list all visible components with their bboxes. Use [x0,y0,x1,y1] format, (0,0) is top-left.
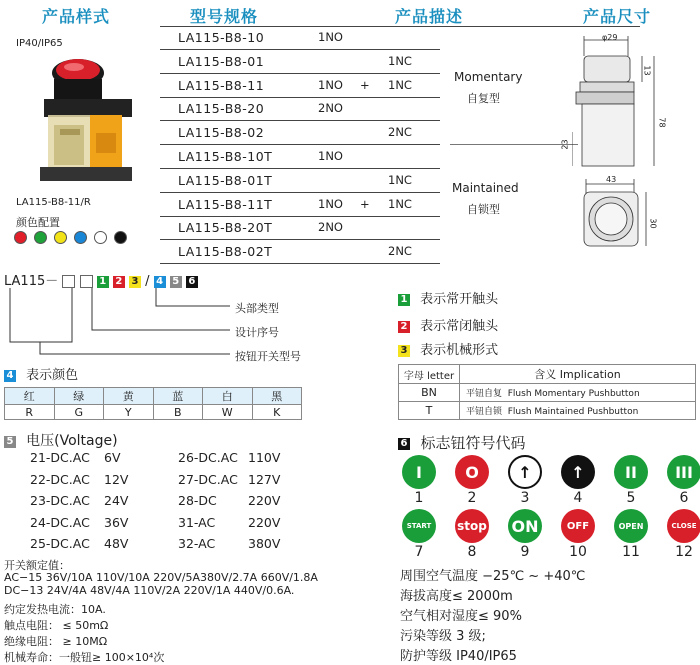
rating-line: 触点电阻： ≤ 50mΩ [4,619,109,632]
dim-30: 30 [648,218,658,229]
voltage-cell: 32-AC [178,536,216,551]
symbol-button-7: START [402,509,436,543]
env-line: 防护等级 IP40/IP65 [400,649,517,664]
voltage-cell: 380V [248,536,281,551]
color-name: 黄 [104,388,154,405]
symbol-button-5: II [614,455,648,489]
color-code: B [153,405,203,420]
code-prefix: LA115－ [4,274,59,289]
color-code: Y [104,405,154,420]
env-line: 污染等级 3 级; [400,629,486,644]
rating-line: DC−13 24V/4A 48V/4A 110V/2A 220V/1A 440V/0.6A. [4,584,295,597]
voltage-cell: 26-DC.AC [178,450,238,465]
row-divider [160,97,440,98]
color-name: 绿 [54,388,104,405]
impl-header-meaning: 含义 Implication [460,365,696,384]
model-name: LA115-B8-20T [178,220,273,236]
row-divider [160,49,440,50]
dim-78: 78 [657,117,667,128]
color-code: W [203,405,253,420]
symbol-button-12: CLOSE [667,509,700,543]
color-name: 红 [5,388,55,405]
symbol-button-4: ↑ [561,455,595,489]
color-code: G [54,405,104,420]
symbol-button-2: O [455,455,489,489]
contact-no: 1NO [318,196,343,211]
header-desc: 产品描述 [395,7,464,26]
header-size: 产品尺寸 [583,7,652,26]
product-image [30,55,140,195]
rating-line: 约定发热电流：10A. [4,603,106,616]
color-table [4,387,302,420]
voltage-cell: 25-DC.AC [30,536,90,551]
color-code: R [5,405,55,420]
impl-key-t: T [399,402,460,420]
symbol-number: 10 [569,544,587,560]
color-name: 白 [203,388,253,405]
voltage-cell: 27-DC.AC [178,471,238,487]
row-divider [160,144,440,145]
contact-nc: 2NC [388,125,412,140]
symbol-button-8: stop [455,509,489,543]
code-label-head: 头部类型 [235,302,279,315]
env-line: 海拔高度≤ 2000m [400,589,513,604]
symbol-number: 5 [626,490,636,506]
env-line: 周围空气温度 −25℃ ~ +40℃ [400,569,586,584]
contact-no: 1NO [318,30,343,44]
color-dot [114,231,127,244]
table-top-line [160,26,640,27]
row-divider [160,73,440,74]
color-dot [14,231,27,244]
symbol-number: 9 [520,544,530,560]
maintained-en: Maintained [452,181,519,195]
symbol-number: 1 [414,490,424,506]
row-divider [160,216,440,217]
voltage-title: 5 电压(Voltage) [4,430,118,450]
color-config-label: 颜色配置 [16,216,60,229]
code-label-design: 设计序号 [235,326,279,339]
impl-key-bn: BN [399,384,460,402]
model-name: LA115-B8-20 [178,101,265,117]
symbol-number: 12 [675,544,693,560]
impl-desc-bn: 平钮自复 Flush Momentary Pushbutton [460,384,696,402]
dim-23: 23 [560,139,570,150]
symbols-title: 6 标志钮符号代码 [398,432,525,453]
symbol-number: 4 [573,490,583,506]
model-name: LA115-B8-10T [178,149,273,164]
row-divider [160,168,440,169]
code-num-6: 6 [186,276,198,288]
code-num-1: 1 [97,276,109,288]
code-num-5: 5 [170,276,182,288]
symbol-button-11: OPEN [614,509,648,543]
voltage-cell: 110V [248,450,281,465]
voltage-cell: 24V [104,493,129,508]
symbol-number: 2 [467,490,477,506]
voltage-cell: 6V [104,450,121,465]
impl-header-letter: 字母 letter [399,365,460,384]
voltage-cell: 21-DC.AC [30,450,90,465]
voltage-cell: 12V [104,471,129,487]
symbol-number: 7 [414,544,424,560]
product-model: LA115-B8-11/R [16,197,91,208]
model-name: LA115-B8-02 [178,125,265,141]
symbol-number: 3 [520,490,530,506]
contact-nc: 1NC [388,77,412,92]
header-model: 型号规格 [190,7,259,26]
color-dot [34,231,47,244]
implication-table [398,364,696,420]
row-divider [160,263,440,264]
voltage-cell: 127V [248,471,281,487]
contact-nc: 1NC [388,172,412,187]
dim-13: 13 [642,65,652,76]
env-line: 空气相对湿度≤ 90% [400,609,522,624]
contact-no: 2NO [318,101,343,116]
dim-43: 43 [606,175,617,184]
voltage-cell: 36V [104,514,129,530]
impl-desc-t: 平钮自锁 Flush Maintained Pushbutton [460,402,696,420]
code-label-model: 按钮开关型号 [235,350,301,363]
symbol-button-3: ↑ [508,455,542,489]
contact-plus: + [360,196,370,211]
row-divider [160,120,440,121]
color-code: K [252,405,302,420]
code-slash: / [145,274,150,289]
model-name: LA115-B8-01T [178,172,273,188]
symbol-button-9: ON [508,509,542,543]
model-name: LA115-B8-02T [178,244,273,260]
contact-nc: 1NC [388,53,412,68]
rating-line: 绝缘电阻： ≥ 10MΩ [4,635,108,648]
ip-rating: IP40/IP65 [16,38,63,49]
code-num-4: 4 [154,276,166,288]
code-num-3: 3 [129,276,141,288]
momentary-cn: 自复型 [467,92,500,105]
contact-plus: + [360,77,370,92]
contact-nc: 1NC [388,196,412,211]
rating-line: 开关额定值： [4,559,70,572]
dimension-drawing [572,34,698,250]
contact-no: 1NO [318,149,343,163]
color-dots [14,231,127,244]
row-divider [160,192,440,193]
rating-line: AC−15 36V/10A 110V/10A 220V/5A380V/2.7A 660V/1.8A [4,571,318,584]
row-divider [160,239,440,240]
legend-3: 3 表示机械形式 [398,339,498,358]
legend-2: 2 表示常闭触头 [398,315,498,334]
header-style: 产品样式 [42,7,111,26]
symbol-number: 8 [467,544,477,560]
voltage-cell: 220V [248,493,281,508]
symbol-button-10: OFF [561,509,595,543]
voltage-cell: 23-DC.AC [30,493,90,508]
model-name: LA115-B8-11 [178,77,265,93]
momentary-en: Momentary [454,70,523,84]
voltage-cell: 22-DC.AC [30,471,90,487]
rating-line: 机械寿命：一般钮≥ 100×10⁴次 [4,651,165,664]
symbol-number: 6 [679,490,689,506]
contact-no: 2NO [318,220,343,235]
voltage-cell: 48V [104,536,129,551]
color-name: 黑 [252,388,302,405]
color-name: 蓝 [153,388,203,405]
voltage-cell: 24-DC.AC [30,514,90,530]
dim-29: φ29 [602,33,618,42]
symbol-button-6: III [667,455,700,489]
color-dot [54,231,67,244]
legend-1: 1 表示常开触头 [398,288,498,307]
contact-nc: 2NC [388,244,412,259]
voltage-cell: 220V [248,514,281,530]
model-name: LA115-B8-10 [178,30,265,45]
model-name: LA115-B8-11T [178,196,273,212]
color-dot [74,231,87,244]
model-name: LA115-B8-01 [178,53,265,69]
color-dot [94,231,107,244]
voltage-cell: 31-AC [178,514,216,530]
maintained-cn: 自锁型 [467,203,500,216]
contact-no: 1NO [318,77,343,92]
symbol-number: 11 [622,544,640,560]
color-section-title: 4 表示颜色 [4,364,78,383]
desc-divider [450,144,578,145]
symbol-button-1: I [402,455,436,489]
code-num-2: 2 [113,276,125,288]
voltage-cell: 28-DC [178,493,217,508]
